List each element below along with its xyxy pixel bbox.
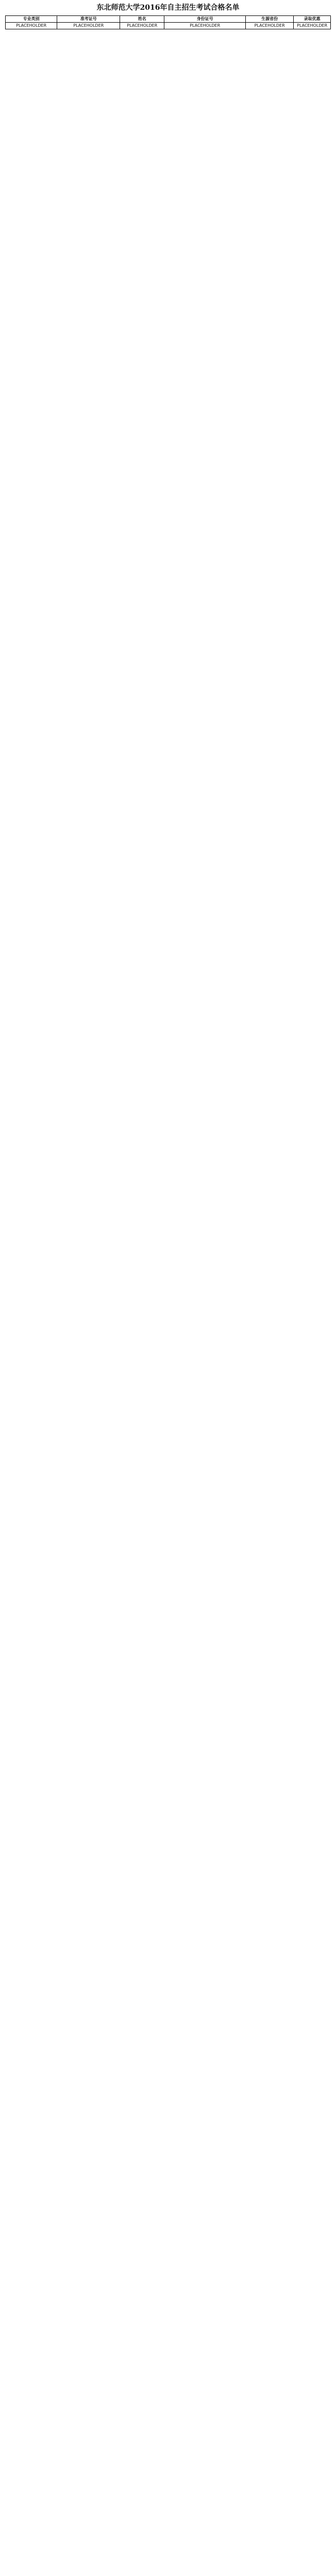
admission-list-table: [5, 15, 331, 29]
table-header-row: [6, 16, 331, 23]
cell-name: PLACEHOLDER: [120, 23, 164, 29]
cell-province: PLACEHOLDER: [246, 23, 294, 29]
cell-exam-number: PLACEHOLDER: [57, 23, 120, 29]
column-header-name: 姓名: [120, 16, 164, 23]
column-header-preference: 录取优惠: [294, 16, 331, 23]
cell-major: PLACEHOLDER: [6, 23, 57, 29]
page-title: 东北师范大学2016年自主招生考试合格名单: [96, 4, 240, 12]
column-header-major: 专业类别: [6, 16, 57, 23]
column-header-id-number: 身份证号: [164, 16, 246, 23]
column-header-exam-number: 准考证号: [57, 16, 120, 23]
cell-preference: PLACEHOLDER: [294, 23, 331, 29]
table-row: [6, 23, 331, 29]
cell-id-number: PLACEHOLDER: [164, 23, 246, 29]
table-body: [6, 23, 331, 29]
column-header-province: 生源省份: [246, 16, 294, 23]
